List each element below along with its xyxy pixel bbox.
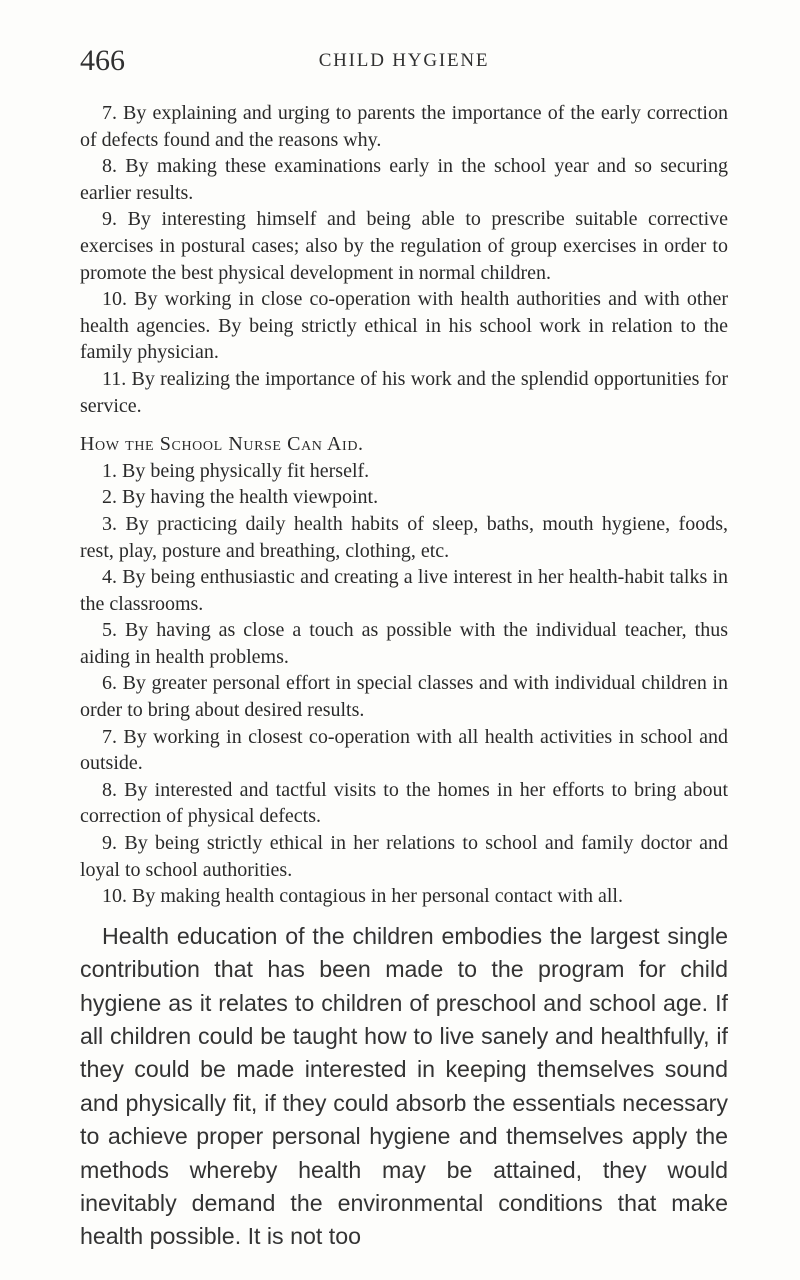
list-item: 2. By having the health viewpoint. bbox=[102, 486, 379, 509]
physician-duties-list bbox=[80, 100, 728, 419]
closing-paragraph: Health education of the children embodies the largest single contribution that has been made to the program for child hygiene as it relates to children of preschool and school age. If all children could be taught how to live sanely and healthfully, if they could be made interested in keeping themselves sound and physically fit, if they could absorb the essentials necessary to achieve proper personal hygiene and themselves apply the methods whereby health may be attained, they would inevitably demand the environmental conditions that make health possible. It is not too bbox=[80, 922, 728, 1250]
book-page bbox=[80, 40, 728, 1254]
list-item: 11. By realizing the importance of his work and the splendid opportunities for service. bbox=[80, 367, 728, 417]
running-head bbox=[80, 40, 728, 100]
list-item: 6. By greater personal effort in special classes and with individual children in order to bring about desired results. bbox=[80, 672, 728, 722]
list-item: 9. By being strictly ethical in her relations to school and family doctor and loyal to school authorities. bbox=[80, 832, 728, 881]
list-item: 1. By being physically fit herself. bbox=[102, 459, 370, 482]
list-item: 8. By interested and tactful visits to the homes in her efforts to bring about correction of physical defects. bbox=[80, 778, 728, 828]
running-title: CHILD HYGIENE bbox=[318, 50, 490, 71]
school-nurse-list bbox=[80, 458, 728, 910]
page-number: 466 bbox=[80, 44, 125, 77]
list-item: 7. By explaining and urging to parents the importance of the early correction of defects found and the reasons why. bbox=[80, 102, 728, 151]
list-item: 10. By making health contagious in her personal contact with all. bbox=[102, 885, 623, 908]
list-item: 10. By working in close co-operation with health authorities and with other health agencies. By being strictly ethical in his school work in relation to the family physician. bbox=[80, 288, 728, 364]
list-item: 9. By interesting himself and being able to prescribe suitable corrective exercises in postural cases; also by the regulation of group exercises in order to promote the best physical development in normal children. bbox=[80, 208, 728, 284]
section-heading: How the School Nurse Can Aid. bbox=[80, 433, 364, 456]
list-item: 4. By being enthusiastic and creating a live interest in her health-habit talks in the classrooms. bbox=[80, 566, 728, 615]
list-item: 5. By having as close a touch as possible with the individual teacher, thus aiding in health problems. bbox=[80, 619, 728, 668]
list-item: 7. By working in closest co-operation with all health activities in school and outside. bbox=[80, 725, 728, 775]
list-item: 3. By practicing daily health habits of sleep, baths, mouth hygiene, foods, rest, play, posture and breathing, clothing, etc. bbox=[80, 512, 728, 562]
list-item: 8. By making these examinations early in the school year and so securing earlier results. bbox=[80, 155, 728, 204]
